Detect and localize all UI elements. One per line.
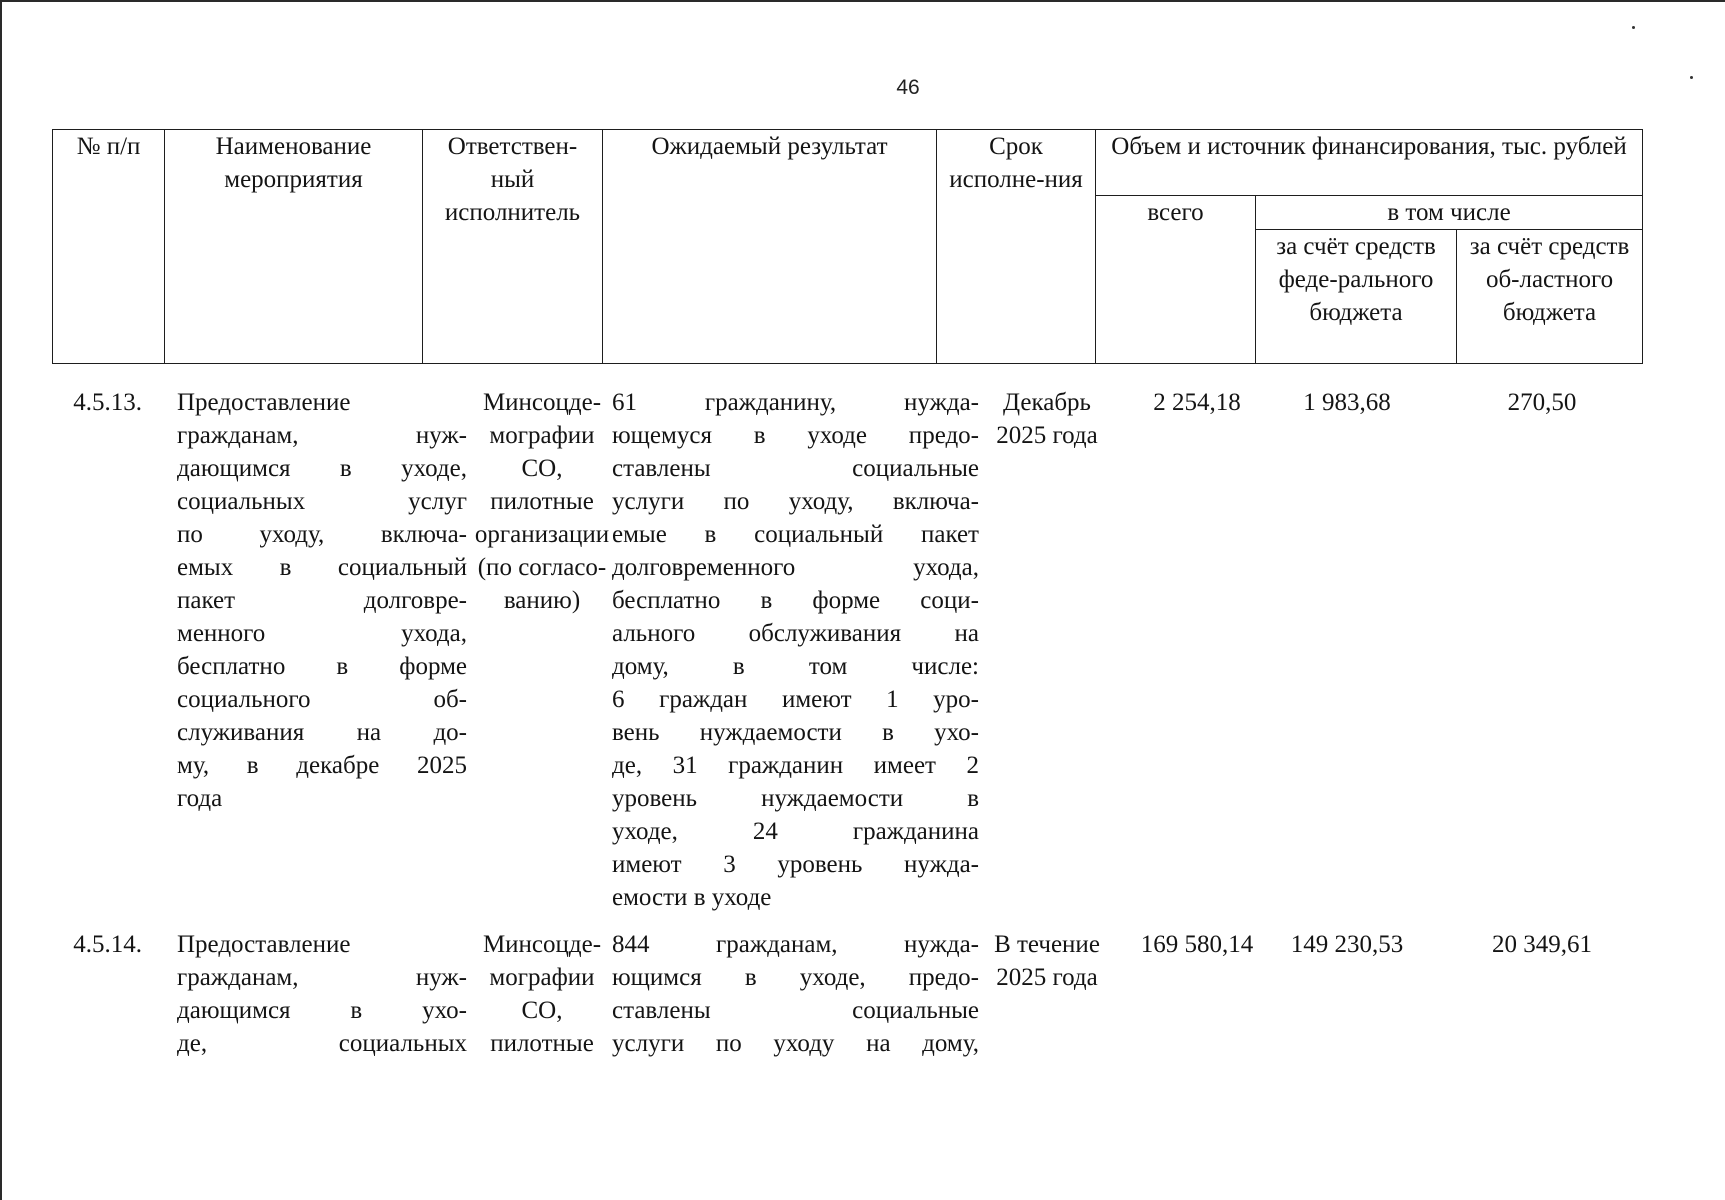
text-line: услуги по уходу, включа-: [612, 488, 979, 515]
text-line: услуги по уходу на дому,: [612, 1030, 979, 1057]
text-line: емые в социальный пакет: [612, 521, 979, 548]
text-line: де, 31 гражданин имеет 2: [612, 752, 979, 779]
text-line: дающимся в уходе,: [177, 455, 467, 482]
text-line: емых в социальный: [177, 554, 467, 581]
text-line: 61 гражданину, нужда-: [612, 389, 979, 416]
text-line: мографии: [489, 422, 595, 449]
scan-edge-top: [0, 0, 1725, 2]
row-regional-amount: 20 349,61: [1492, 931, 1592, 958]
text-line: года: [177, 785, 223, 812]
header-regional: за счёт средств об-ластного бюджета: [1457, 230, 1643, 364]
text-line: менного ухода,: [177, 620, 467, 647]
text-line: 2025 года: [996, 422, 1098, 449]
scan-speck: [1690, 76, 1693, 79]
text-line: ющемуся в уходе предо-: [612, 422, 979, 449]
text-line: 2025 года: [996, 964, 1098, 991]
page-number: 46: [896, 76, 920, 99]
text-line: бесплатно в форме: [177, 653, 467, 680]
row-activity-name: [177, 928, 467, 1060]
text-line: де, социальных: [177, 1030, 467, 1057]
text-line: Предоставление: [177, 931, 351, 958]
header-funding: Объем и источник финансирования, тыс. рублей: [1096, 130, 1643, 196]
text-line: Минсоцде-: [482, 389, 602, 416]
text-line: ставлены социальные: [612, 455, 979, 482]
text-line: Предоставление: [177, 389, 351, 416]
text-line: служивания на до-: [177, 719, 467, 746]
text-line: долговременного ухода,: [612, 554, 979, 581]
scan-edge-left: [0, 0, 2, 1200]
text-line: 6 граждан имеют 1 уро-: [612, 686, 979, 713]
text-line: гражданам, нуж-: [177, 422, 467, 449]
header-responsible: Ответствен-ный исполнитель: [423, 130, 603, 364]
header-including: в том числе: [1256, 196, 1643, 230]
text-line: ванию): [503, 587, 581, 614]
text-line: СО,: [521, 997, 563, 1024]
text-line: ставлены социальные: [612, 997, 979, 1024]
text-line: по уходу, включа-: [177, 521, 467, 548]
text-line: вень нуждаемости в ухо-: [612, 719, 979, 746]
text-line: Декабрь: [1003, 389, 1091, 416]
row-total-amount: 169 580,14: [1140, 931, 1254, 958]
row-deadline: [942, 928, 1152, 994]
text-line: ального обслуживания на: [612, 620, 979, 647]
text-line: социальных услуг: [177, 488, 467, 515]
header-term: Срок исполне-ния: [937, 130, 1096, 364]
header-result: Ожидаемый результат: [603, 130, 937, 364]
row-regional-amount: 270,50: [1507, 389, 1577, 416]
text-line: пилотные: [490, 1030, 594, 1057]
header-num: № п/п: [53, 130, 165, 364]
text-line: организации: [474, 521, 610, 548]
text-line: дающимся в ухо-: [177, 997, 467, 1024]
text-line: пилотные: [490, 488, 594, 515]
text-line: ющимся в уходе, предо-: [612, 964, 979, 991]
text-line: СО,: [521, 455, 563, 482]
row-activity-name: [177, 386, 467, 815]
text-line: имеют 3 уровень нужда-: [612, 851, 979, 878]
header-federal: за счёт средств феде-рального бюджета: [1256, 230, 1457, 364]
text-line: уходе, 24 гражданина: [612, 818, 979, 845]
header-name: Наименование мероприятия: [165, 130, 423, 364]
text-line: (по согласо-: [477, 554, 607, 581]
text-line: дому, в том числе:: [612, 653, 979, 680]
scan-speck: [1632, 26, 1635, 29]
text-line: 844 гражданам, нужда-: [612, 931, 979, 958]
row-number: 4.5.13.: [73, 389, 142, 416]
text-line: социального об-: [177, 686, 467, 713]
text-line: уровень нуждаемости в: [612, 785, 979, 812]
row-total-amount: 2 254,18: [1153, 389, 1241, 416]
row-deadline: [942, 386, 1152, 452]
row-number: 4.5.14.: [73, 931, 142, 958]
text-line: му, в декабре 2025: [177, 752, 467, 779]
row-federal-amount: 149 230,53: [1290, 931, 1404, 958]
text-line: гражданам, нуж-: [177, 964, 467, 991]
text-line: пакет долговре-: [177, 587, 467, 614]
row-expected-result: [612, 386, 979, 914]
text-line: В течение: [994, 931, 1100, 958]
text-line: Минсоцде-: [482, 931, 602, 958]
text-line: мографии: [489, 964, 595, 991]
row-expected-result: [612, 928, 979, 1060]
table-header: [52, 129, 1643, 364]
text-line: бесплатно в форме соци-: [612, 587, 979, 614]
header-total: всего: [1096, 196, 1256, 364]
text-line: емости в уходе: [612, 884, 772, 911]
row-federal-amount: 1 983,68: [1303, 389, 1391, 416]
